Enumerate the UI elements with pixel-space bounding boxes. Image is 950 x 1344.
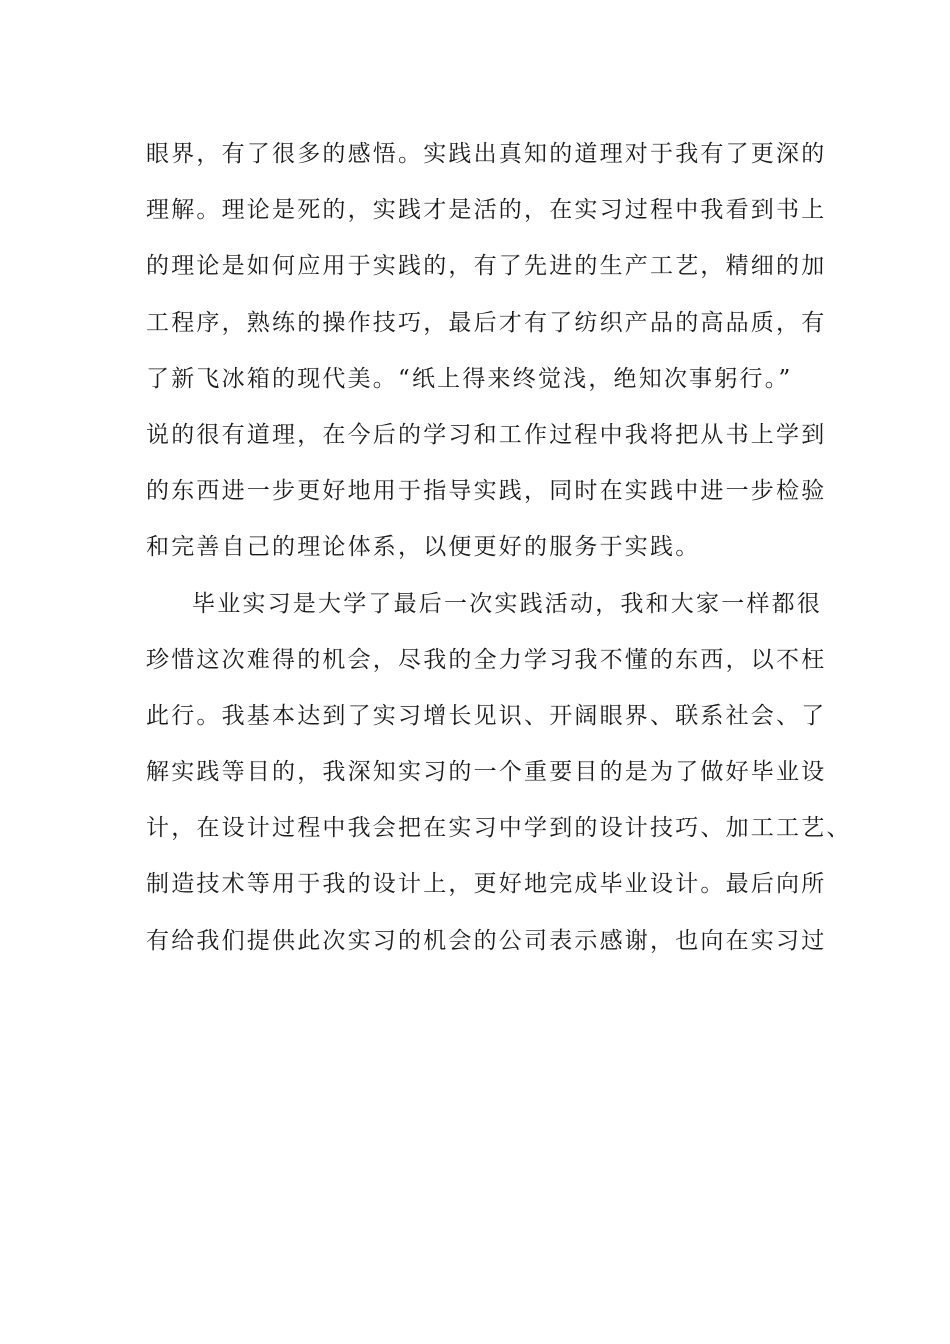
text-line: 制造技术等用于我的设计上，更好地完成毕业设计。最后向所 xyxy=(146,871,827,898)
text-line: 计，在设计过程中我会把在实习中学到的设计技巧、加工工艺、 xyxy=(146,815,852,842)
text-line: 理解。理论是死的，实践才是活的，在实习过程中我看到书上 xyxy=(146,197,827,224)
text-line: 此行。我基本达到了实习增长见识、开阔眼界、联系社会、了 xyxy=(146,702,827,729)
text-line: 有给我们提供此次实习的机会的公司表示感谢，也向在实习过 xyxy=(146,927,827,954)
paragraph-start-line: 毕业实习是大学了最后一次实践活动，我和大家一样都很 xyxy=(192,590,822,617)
text-line: 工程序，熟练的操作技巧，最后才有了纺织产品的高品质，有 xyxy=(146,309,827,336)
text-line: 说的很有道理，在今后的学习和工作过程中我将把从书上学到 xyxy=(146,421,827,448)
text-line: 解实践等目的，我深知实习的一个重要目的是为了做好毕业设 xyxy=(146,759,827,786)
text-line: 了新飞冰箱的现代美。“纸上得来终觉浅，绝知次事躬行。” xyxy=(146,365,793,392)
text-line: 珍惜这次难得的机会，尽我的全力学习我不懂的东西，以不枉 xyxy=(146,646,827,673)
text-line: 的理论是如何应用于实践的，有了先进的生产工艺，精细的加 xyxy=(146,253,827,280)
text-line: 眼界，有了很多的感悟。实践出真知的道理对于我有了更深的 xyxy=(146,141,827,167)
text-line: 的东西进一步更好地用于指导实践，同时在实践中进一步检验 xyxy=(146,478,827,505)
text-line: 和完善自己的理论体系，以便更好的服务于实践。 xyxy=(146,534,701,561)
body-text xyxy=(146,126,852,969)
